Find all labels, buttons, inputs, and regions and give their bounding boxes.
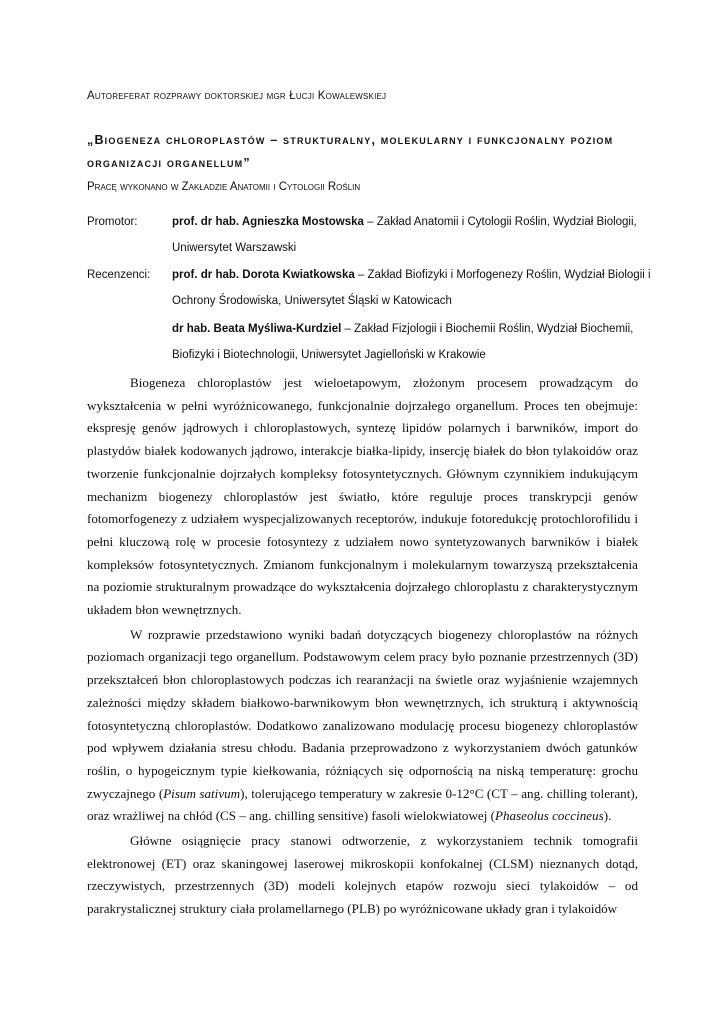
paragraph-1: Biogeneza chloroplastów jest wieloetapowym, złożonym procesem prowadzącym do wykształcenia w pełni wyróżnicowanego, funkcjonalnie dojrzałego organellum. Proces ten obejmuje: ekspresję genów jądrowych i chloroplastowych, syntezę lipidów polarnych i barwników, import do plastydów białek kodowanych jądrowo, interakcje białka-lipidy, insercję białek do błon tylakoidów oraz tworzenie funkcjonalnie dojrzałych kompleksy fotosyntetycznych. Głównym czynnikiem indukującym mechanizm biogenezy chloroplastów jest światło, które reguluje proces transkrypcji genów fotomorfogenezy z udziałem wyspecjalizowanych receptorów, indukuje fotoredukcję protochlorofilidu i pełni kluczową rolę w procesie fotosyntezy z udziałem nowo syntetyzowanych barwników i białek kompleksów fotosyntetycznych. Zmianom funkcjonalnym i molekularnym towarzyszą przekształcenia na poziomie strukturalnym prowadzące do wykształcenia dojrzałego chloroplastu z charakterystycznym układem błon wewnętrznych.	[87, 375, 638, 618]
reviewer-entry-2	[172, 316, 652, 368]
reviewer-affiliation-2: – Zakład Fizjologii i Biochemii Roślin, Wydział Biochemii, Biofizyki i Biotechnologii, Uniwersytet Jagielloński w Krakowie	[172, 323, 634, 361]
reviewers-label: Recenzenci:	[87, 269, 151, 281]
reviewer-entry-1	[172, 262, 652, 314]
thesis-title: „Biogeneza chloroplastów – strukturalny, molekularny i funkcjonalny poziom organizacji organellum”	[87, 133, 614, 170]
paragraph-2-text-c: ).	[603, 808, 612, 824]
author-header: Autoreferat rozprawy doktorskiej mgr Łucji Kowalewskiej	[87, 90, 387, 102]
species-phaseolus: Phaseolus coccineus	[494, 808, 604, 824]
promotor-affiliation: – Zakład Anatomii i Cytologii Roślin, Wydział Biologii, Uniwersytet Warszawski	[172, 216, 637, 254]
paragraph-2	[87, 624, 638, 828]
paragraph-2-text-b: ), tolerującego temperatury w zakresie 0-12°C (CT – ang. chilling tolerant), oraz wrażliwej na chłód (CS – ang. chilling sensitive) fasoli wielokwiatowej (	[87, 785, 639, 824]
promotor-label: Promotor:	[87, 216, 138, 228]
paragraph-3: Główne osiągnięcie pracy stanowi odtworzenie, z wykorzystaniem technik tomografii elektronowej (ET) oraz skaningowej laserowej mikroskopii konfokalnej (CLSM) nieznanych dotąd, rzeczywistych, przestrzennych (3D) modeli kolejnych etapów rozwoju sieci tylakoidów – od parakrystalicznej struktury ciała prolamellarnego (PLB) po wyróżnicowane układy gran i tylakoidów	[87, 833, 638, 917]
species-pisum: Pisum sativum	[163, 785, 241, 801]
promotor-name: prof. dr hab. Agnieszka Mostowska	[172, 216, 364, 228]
reviewer-name-1: prof. dr hab. Dorota Kwiatkowska	[172, 269, 355, 281]
paragraph-2-text-a: W rozprawie przedstawiono wyniki badań dotyczących biogenezy chloroplastów na różnych poziomach organizacji tego organellum. Podstawowym celem pracy było poznanie przestrzennych (3D) przekształceń błon chloroplastowych podczas ich rearanżacji na świetle oraz wyjaśnienie wzajemnych zależności między składem białkowo-barwnikowym błon wewnętrznych, ich strukturą i aktywnością fotosyntetyczną chloroplastów. Dodatkowo zanalizowano modulację procesu biogenezy chloroplastów pod wpływem działania stresu chłodu. Badania przeprowadzono z wykorzystaniem dwóch gatunków roślin, o hypogeicznym typie kiełkowania, różniących się odpornością na niską temperaturę: grochu zwyczajnego (	[87, 626, 638, 801]
institution-line: Pracę wykonano w Zakładzie Anatomii i Cytologii Roślin	[87, 181, 361, 193]
reviewer-name-2: dr hab. Beata Myśliwa-Kurdziel	[172, 323, 342, 335]
reviewer-affiliation-1: – Zakład Biofizyki i Morfogenezy Roślin, Wydział Biologii i Ochrony Środowiska, Uniwersytet Śląski w Katowicach	[172, 269, 651, 307]
promotor-entry	[172, 209, 652, 261]
abstract-body	[87, 372, 638, 923]
